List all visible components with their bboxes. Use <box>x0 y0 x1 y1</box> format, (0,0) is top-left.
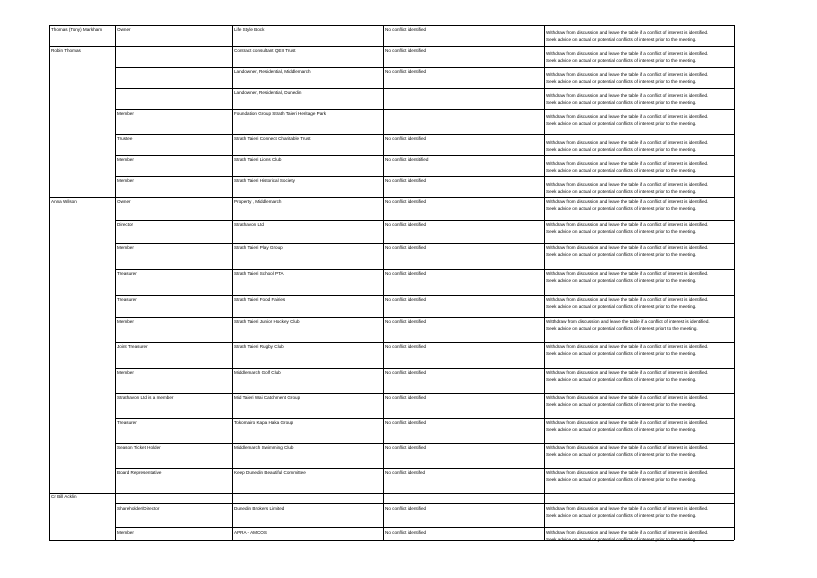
cell-organisation: Contract consultant QEII Trust <box>234 48 296 53</box>
table-row <box>49 134 734 155</box>
table-row <box>49 46 734 67</box>
action-line-1: Withdraw from discussion and leave the table if a conflict of interest is identified. <box>546 114 709 119</box>
action-line-2: Seek advice on actual or potential conflicts of interest prior to the meeting. <box>546 78 697 84</box>
cell-organisation: Landowner, Residential, Middlemarch <box>234 69 311 74</box>
action-line-1: Withdraw from discussion and leave the table if a conflict of interest is identified. <box>546 182 709 187</box>
cell-status: No conflict identified <box>385 199 427 204</box>
cell-action <box>546 222 734 235</box>
table-bottom-border <box>49 540 734 541</box>
table-row <box>49 317 734 342</box>
action-line-2: Seek advice on actual or potential conflicts of interest prior to the meeting. <box>546 426 697 432</box>
action-line-2: Seek advice on actual or potential conflicts of interest prior to the meeting. <box>546 401 697 407</box>
cell-action <box>546 51 734 64</box>
action-line-1: Withdraw from discussion and leave the table if a conflict of interest is identified. <box>546 530 709 535</box>
cell-action <box>546 199 734 212</box>
action-line-2: Seek advice on actual or potential conflicts of interest prior to the meeting. <box>546 536 697 542</box>
cell-status: No conflict identified <box>385 297 427 302</box>
register-of-interests-table <box>49 25 734 540</box>
cell-role: Strathavon Ltd is a member <box>117 395 174 400</box>
table-row <box>49 393 734 418</box>
cell-organisation: Landowner, Residential, Dunedin <box>234 90 302 95</box>
cell-organisation: Keep Dunedin Beautiful Committee <box>234 470 306 475</box>
cell-organisation: Strath Taieri Lions Club <box>234 157 282 162</box>
action-line-2: Seek advice on actual or potential conflicts of interest prior to the meeting. <box>546 99 697 105</box>
action-line-1: Withdraw from discussion and leave the table if a conflict of interest is identified. <box>546 370 709 375</box>
action-line-2: Seek advice on actual or potential conflicts of interest priort to the meeting. <box>546 325 698 331</box>
cell-action <box>546 297 734 310</box>
cell-name: Anna Wilson <box>51 199 77 204</box>
cell-role: Trustee <box>117 136 133 141</box>
cell-status: No conflict identitified <box>385 157 429 162</box>
cell-organisation: Tokomairo Kapa Haka Group <box>234 420 294 425</box>
column-divider <box>734 25 735 540</box>
action-line-1: Withdraw from discussion and leave the table if a conflict of interest is identified. <box>546 420 709 425</box>
cell-action <box>546 319 734 332</box>
cell-role: Board Representative <box>117 470 162 475</box>
action-line-1: Withdraw from discussion and leave the table if a conflict of interest is identified. <box>546 506 709 511</box>
cell-action <box>546 114 734 127</box>
action-line-1: Withdraw from discussion and leave the table if a conflict of interest is identified. <box>546 344 709 349</box>
table-row <box>49 243 734 269</box>
table-row <box>49 269 734 295</box>
action-line-1: Withdraw from discussion and leave the table if a conflict of interest is identified. <box>546 445 709 450</box>
cell-role: Member <box>117 530 134 535</box>
action-line-2: Seek advice on actual or potential conflicts of interest prior to the meeting. <box>546 476 697 482</box>
action-line-2: Seek advice on actual or potential conflicts of interest prior to the meeting. <box>546 350 697 356</box>
table-row <box>49 443 734 468</box>
cell-role: Joint Treasurer <box>117 344 148 349</box>
action-line-1: Withdraw from discussion and leave the table if a conflict of interest is identified. <box>546 271 709 276</box>
cell-action <box>546 420 734 433</box>
cell-role: Treasurer <box>117 297 137 302</box>
cell-organisation: Strath Taieri Junior Hockey Club <box>234 319 300 324</box>
action-line-1: Witthdraw from discussion and leave the table if a conflict of interest is identified. <box>546 319 710 324</box>
cell-role: Owner <box>117 199 131 204</box>
cell-status: No conflict identified <box>385 344 427 349</box>
cell-action <box>546 395 734 408</box>
cell-organisation: Life Style Bock <box>234 27 265 32</box>
cell-status: No conflict identified <box>385 48 427 53</box>
column-divider <box>232 25 233 540</box>
cell-status: No conflict identified <box>385 178 427 183</box>
table-row <box>49 155 734 176</box>
action-line-1: Withdraw from discussion and leave the table if a conflict of interest is identified. <box>546 140 709 145</box>
table-row <box>49 368 734 393</box>
table-row <box>49 176 734 197</box>
cell-role: Member <box>117 245 134 250</box>
action-line-2: Seek advice on actual or potential conflicts of interest prior to the meeting. <box>546 303 697 309</box>
action-line-2: Seek advice on actual or potential conflicts of interest prior to the meeting. <box>546 146 697 152</box>
cell-action <box>546 93 734 106</box>
table-row <box>49 527 734 540</box>
cell-role: Treasurer <box>117 271 137 276</box>
action-line-2: Seek advice on actual or potential conflicts of interest prior to the meeting. <box>546 251 697 257</box>
cell-organisation: Dunedin Brokers Limited <box>234 506 285 511</box>
cell-action <box>546 445 734 458</box>
cell-action <box>546 140 734 153</box>
action-line-2: Seek advice on actual or potential conflicts of interest prior to the meeting. <box>546 277 697 283</box>
cell-status: No conflict identified <box>385 69 427 74</box>
cell-action <box>546 245 734 258</box>
cell-action <box>546 72 734 85</box>
table-row <box>49 342 734 368</box>
table-row <box>49 418 734 443</box>
cell-action <box>546 530 734 543</box>
action-line-2: Seek advice on actual or potential conflicts of interest prior to the meeting. <box>546 188 697 194</box>
cell-status: No conflict identified <box>385 319 427 324</box>
cell-organisation: Middlemarch Golf Club <box>234 370 281 375</box>
action-line-2: Seek advice on actual or potential conflicts of interest prior to the meeting. <box>546 205 697 211</box>
cell-organisation: Property , Middlemarch <box>234 199 282 204</box>
cell-name: Robin Thomas <box>51 48 81 53</box>
cell-organisation: Strath Taieri Historical Society <box>234 178 295 183</box>
cell-organisation: Strath Taieri Rugby Club <box>234 344 284 349</box>
action-line-2: Seek advice on actual or potential conflicts of interest prior to the meeting. <box>546 228 697 234</box>
action-line-1: Withdraw from discussion and leave the table if a conflict of interest is identified. <box>546 51 709 56</box>
cell-status: No conflict identified <box>385 245 427 250</box>
cell-role: Member <box>117 370 134 375</box>
cell-organisation: APRA - AMCOS <box>234 530 267 535</box>
cell-role: Member <box>117 178 134 183</box>
action-line-1: Withdraw from discussion and leave the table if a conflict of interest is identified. <box>546 72 709 77</box>
table-row <box>49 295 734 317</box>
cell-role: Season Ticket Holder <box>117 445 161 450</box>
action-line-1: Withdraw from discussion and leave the table if a conflict of interest is identified. <box>546 93 709 98</box>
action-line-1: Withdraw from discussion and leave the table if a conflict of interest is identified. <box>546 395 709 400</box>
cell-role: Director <box>117 222 134 227</box>
cell-action <box>546 161 734 174</box>
cell-role: Member <box>117 319 134 324</box>
table-row <box>49 220 734 243</box>
cell-role: Member <box>117 157 134 162</box>
cell-status: No conflict identified <box>385 506 427 511</box>
cell-status: No conflict identified <box>385 530 427 535</box>
cell-action <box>546 271 734 284</box>
cell-status: No conflict identified <box>385 136 427 141</box>
cell-action <box>546 506 734 519</box>
action-line-2: Seek advice on actual or potential conflicts of interest prior to the meeting. <box>546 57 697 63</box>
cell-action <box>546 30 734 43</box>
cell-organisation: Strath Taieri School PTA <box>234 271 284 276</box>
cell-role: Owner <box>117 27 131 32</box>
table-row <box>49 468 734 493</box>
cell-organisation: Mid Taieri Wai Catchment Group <box>234 395 301 400</box>
cell-organisation: Strath Taieri Connect Charitable Trust <box>234 136 311 141</box>
action-line-1: Withdraw from discussion and leave the table if a conflict of interest is identified. <box>546 30 709 35</box>
cell-status: No conflict identified <box>385 27 427 32</box>
cell-action <box>546 182 734 195</box>
cell-name: Thomas (Tony) Markham <box>51 27 103 32</box>
cell-role: Member <box>117 111 134 116</box>
cell-organisation: Foundation Group Strath Taieri Heritage Park <box>234 111 327 116</box>
cell-action <box>546 344 734 357</box>
cell-role: Shareholder/Director <box>117 506 160 511</box>
action-line-1: Withdraw from discussion and leave the table if a conflict of interest is identified. <box>546 199 709 204</box>
action-line-1: Withdraw from discussion and leave the table if a conflict of interest is identified. <box>546 222 709 227</box>
action-line-2: Seek advice on actual or potential conflicts of interest prior to the meeting. <box>546 36 697 42</box>
action-line-1: Withdraw from discussion and leave the table if a conflict of interest is identified. <box>546 470 709 475</box>
cell-organisation: Strath Taieri Food Fairies <box>234 297 286 302</box>
action-line-1: Withdraw from discussion and leave the table if a conflict of interest is identified. <box>546 161 709 166</box>
action-line-2: Seek advice on actual or potential conflicts of interest prior to the meeting. <box>546 451 697 457</box>
cell-status: No conflict identified <box>385 445 427 450</box>
cell-organisation: Middlemarch Swimming Club <box>234 445 294 450</box>
column-divider <box>383 25 384 540</box>
column-divider <box>49 25 50 540</box>
table-row <box>49 503 734 527</box>
cell-organisation: Strathavon Ltd <box>234 222 264 227</box>
table-row <box>49 67 734 88</box>
table-row <box>49 197 734 220</box>
cell-role: Treasurer <box>117 420 137 425</box>
action-line-2: Seek advice on actual or potential conflicts of interest prior to the meeting. <box>546 512 697 518</box>
column-divider <box>544 25 545 540</box>
table-row <box>49 493 734 503</box>
table-row <box>49 88 734 109</box>
cell-status: No conflict identified <box>385 395 427 400</box>
column-divider <box>115 25 116 540</box>
action-line-2: Seek advice on actual or potential conflicts of interest prior to the meeting. <box>546 167 697 173</box>
table-row <box>49 109 734 134</box>
action-line-1: Withdraw from discussion and leave the table if a conflict of interest is identified. <box>546 297 709 302</box>
cell-status: No conflict identified <box>385 222 427 227</box>
cell-name: Cr Bill Acklin <box>51 494 77 499</box>
action-line-2: Seek advice on actual or potential conflicts of interest prior to the meeting. <box>546 120 697 126</box>
cell-status: No conflict identified <box>385 271 427 276</box>
cell-action <box>546 370 734 383</box>
action-line-2: Seek advice on actual or potential conflicts of interest prior to the meeting. <box>546 376 697 382</box>
cell-status: No conflict identifed <box>385 470 426 475</box>
cell-action <box>546 470 734 483</box>
action-line-1: Withdraw from discussion and leave the table if a conflict of interest is identified. <box>546 245 709 250</box>
cell-status: No conflict identified <box>385 420 427 425</box>
cell-organisation: Strath Taieri Play Group <box>234 245 283 250</box>
cell-status: No conflict identified <box>385 370 427 375</box>
table-row <box>49 25 734 46</box>
